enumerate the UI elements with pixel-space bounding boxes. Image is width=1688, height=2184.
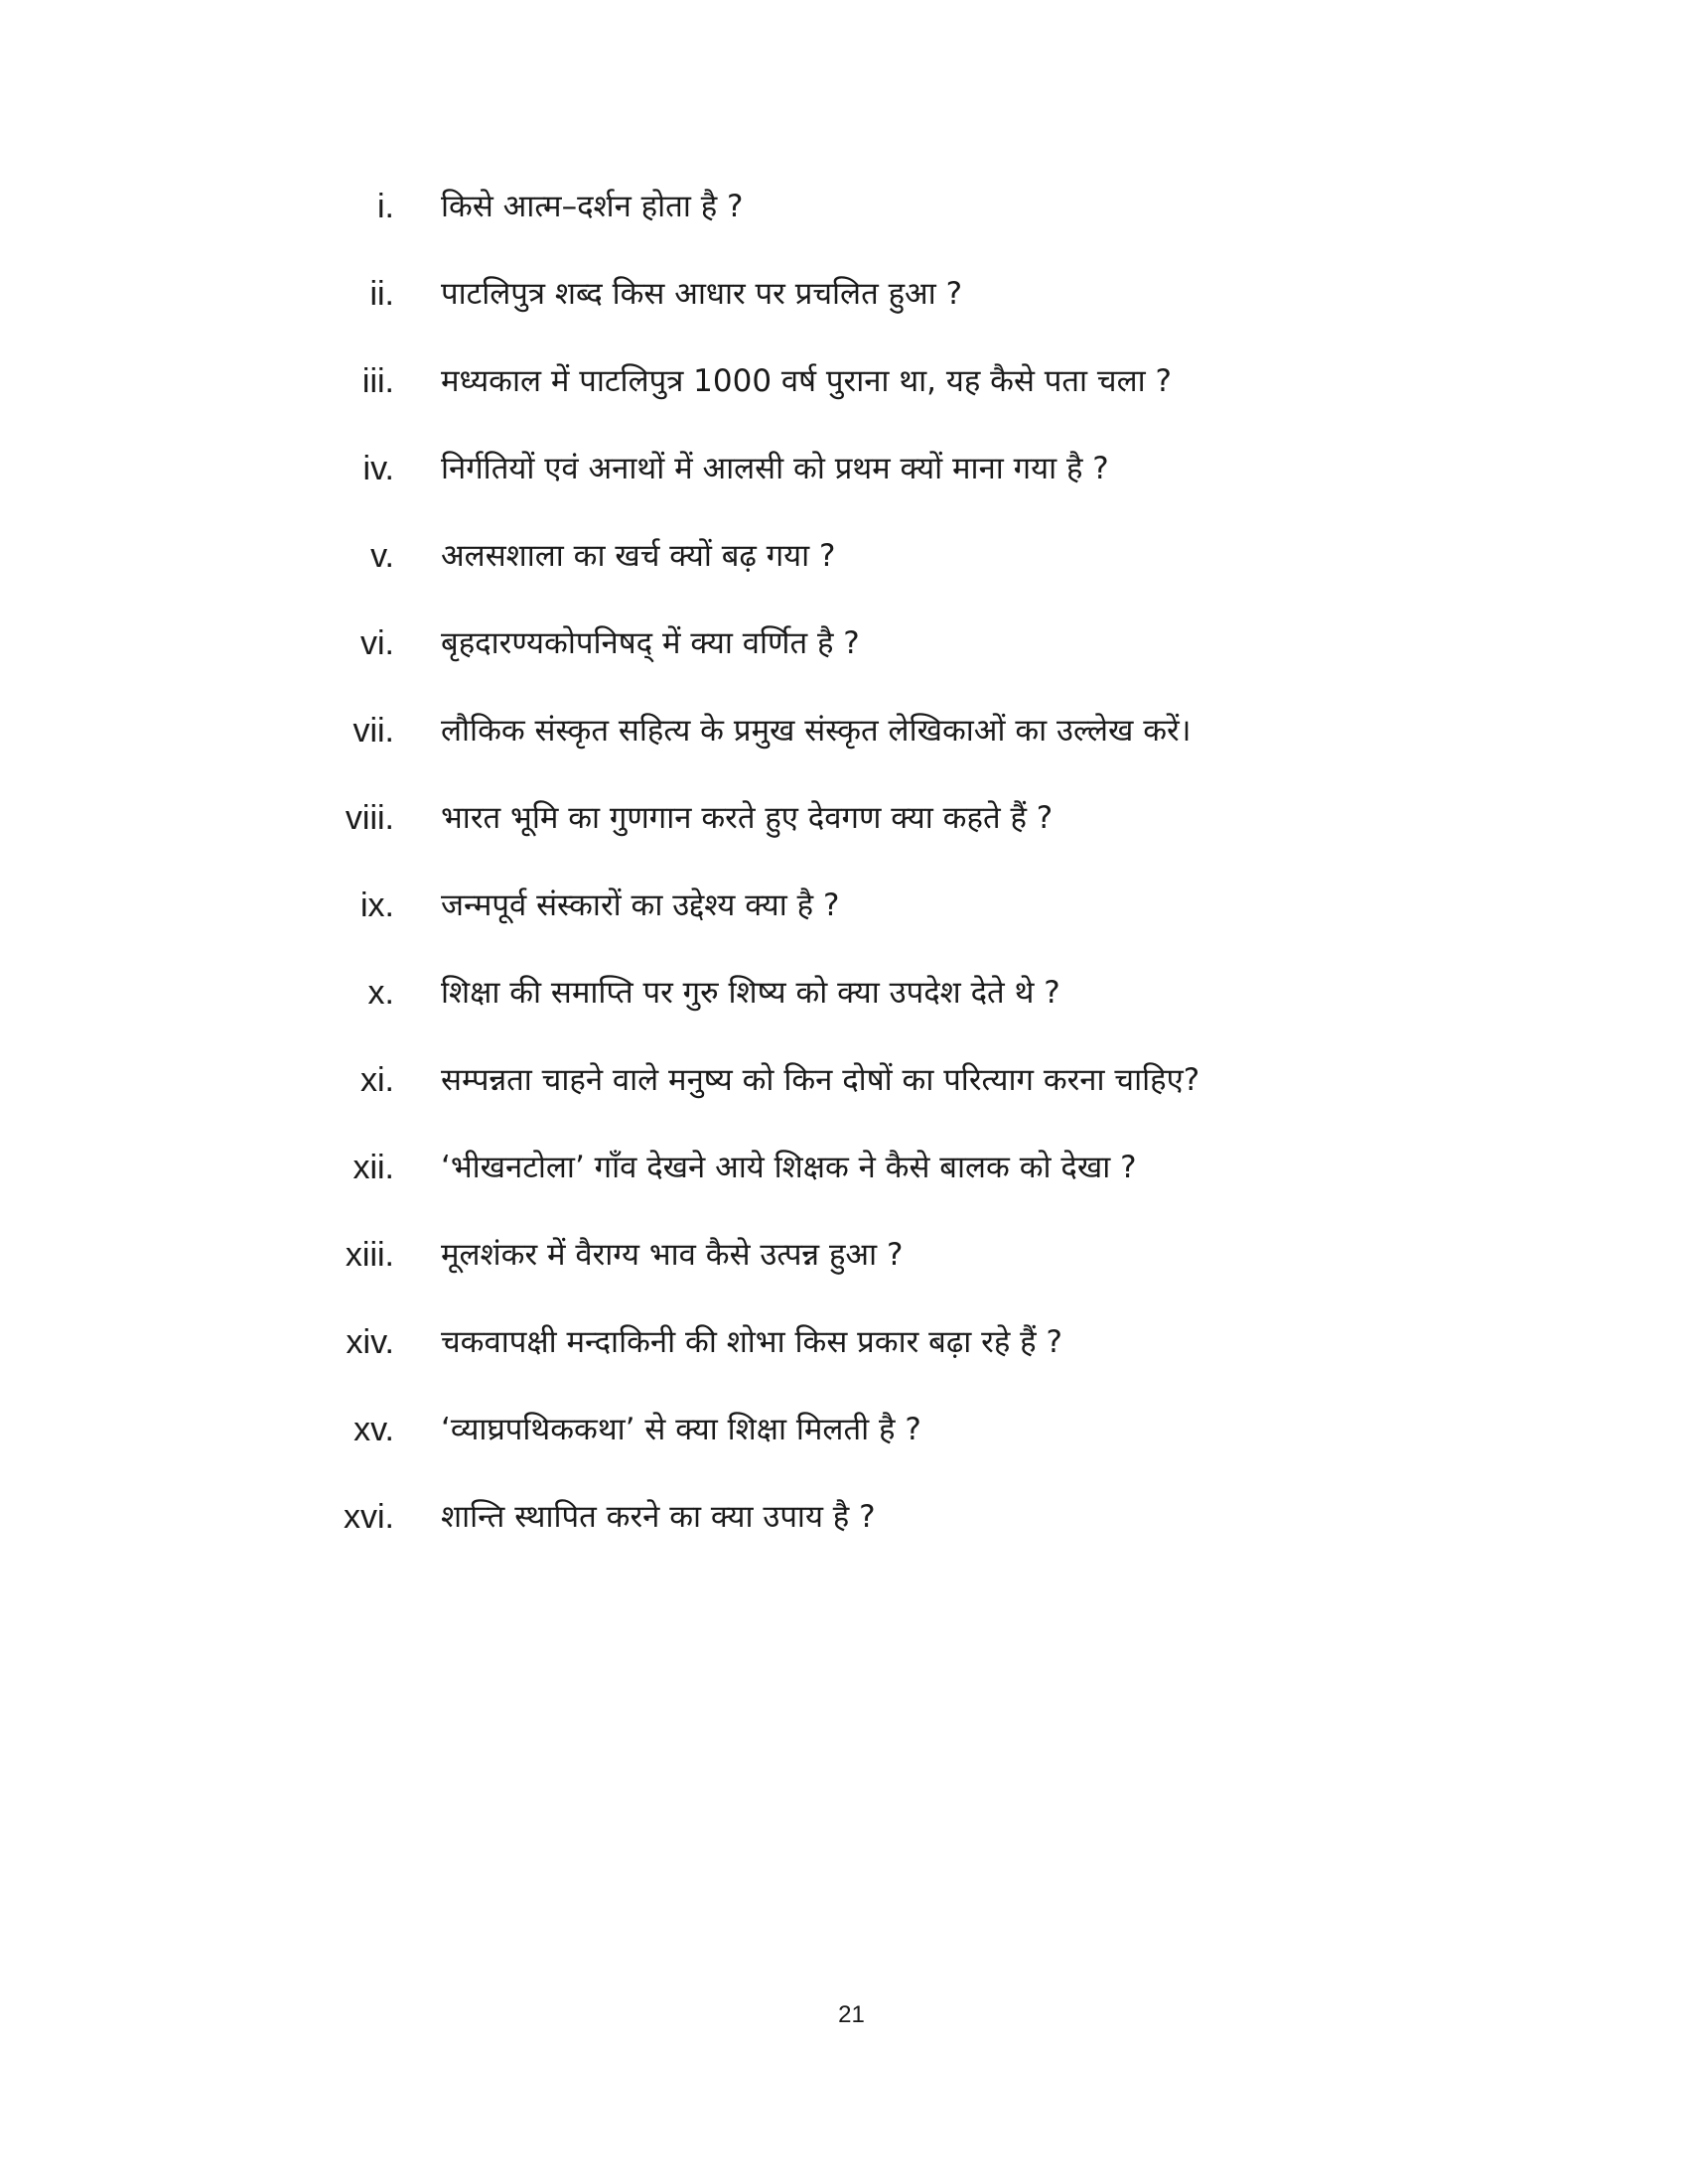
question-text: ‘भीखनटोला’ गाँव देखने आये शिक्षक ने कैसे बालक को देखा ?: [441, 1150, 1137, 1185]
question-text: मध्यकाल में पाटलिपुत्र 1000 वर्ष पुराना था, यह कैसे पता चला ?: [441, 363, 1172, 399]
question-text: सम्पन्नता चाहने वाले मनुष्य को किन दोषों का परित्याग करना चाहिए?: [441, 1062, 1200, 1098]
question-item: [0, 526, 1688, 586]
question-item: [0, 1225, 1688, 1285]
question-item: [0, 264, 1688, 324]
question-text: निर्गतियों एवं अनाथों में आलसी को प्रथम क्यों माना गया है ?: [441, 451, 1109, 486]
question-number: iv.: [362, 450, 394, 487]
question-number: viii.: [345, 799, 394, 837]
question-text: जन्मपूर्व संस्कारों का उद्देश्य क्या है ?: [441, 887, 840, 923]
question-item: [0, 788, 1688, 848]
question-item: [0, 1400, 1688, 1459]
question-number: xii.: [352, 1149, 394, 1186]
question-number: v.: [370, 537, 394, 575]
question-item: [0, 1312, 1688, 1372]
question-number: ix.: [360, 887, 394, 924]
question-text: चकवापक्षी मन्दाकिनी की शोभा किस प्रकार बढ़ा रहे हैं ?: [441, 1324, 1062, 1360]
question-item: [0, 614, 1688, 673]
question-text: बृहदारण्यकोपनिषद् में क्या वर्णित है ?: [441, 625, 860, 661]
question-item: [0, 351, 1688, 411]
question-item: [0, 701, 1688, 760]
question-number: vii.: [352, 712, 394, 750]
question-number: xvi.: [344, 1498, 394, 1536]
question-number: xv.: [353, 1411, 394, 1448]
question-text: भारत भूमि का गुणगान करते हुए देवगण क्या कहते हैं ?: [441, 800, 1054, 836]
question-number: i.: [377, 188, 394, 225]
question-number: vi.: [360, 624, 394, 662]
page-number: 21: [838, 2001, 865, 2028]
question-item: [0, 876, 1688, 935]
question-number: xiv.: [346, 1323, 394, 1361]
question-text: किसे आत्म–दर्शन होता है ?: [441, 189, 744, 224]
question-text: अलसशाला का खर्च क्यों बढ़ गया ?: [441, 538, 836, 574]
question-item: [0, 1487, 1688, 1547]
question-number: iii.: [361, 362, 394, 400]
question-item: [0, 963, 1688, 1023]
question-number: xiii.: [345, 1236, 394, 1274]
question-item: [0, 439, 1688, 498]
question-text: मूलशंकर में वैराग्य भाव कैसे उत्पन्न हुआ ?: [441, 1237, 904, 1273]
question-number: x.: [367, 974, 394, 1012]
question-text: ‘व्याघ्रपथिककथा’ से क्या शिक्षा मिलती है ?: [441, 1412, 921, 1447]
question-text: शान्ति स्थापित करने का क्या उपाय है ?: [441, 1499, 876, 1535]
question-text: शिक्षा की समाप्ति पर गुरु शिष्य को क्या उपदेश देते थे ?: [441, 975, 1060, 1011]
question-item: [0, 1138, 1688, 1197]
question-number: xi.: [360, 1061, 394, 1099]
question-item: [0, 177, 1688, 236]
question-text: लौकिक संस्कृत सहित्य के प्रमुख संस्कृत लेखिकाओं का उल्लेख करें।: [441, 713, 1192, 749]
question-text: पाटलिपुत्र शब्द किस आधार पर प्रचलित हुआ ?: [441, 276, 963, 312]
question-item: [0, 1050, 1688, 1110]
question-number: ii.: [369, 275, 394, 313]
